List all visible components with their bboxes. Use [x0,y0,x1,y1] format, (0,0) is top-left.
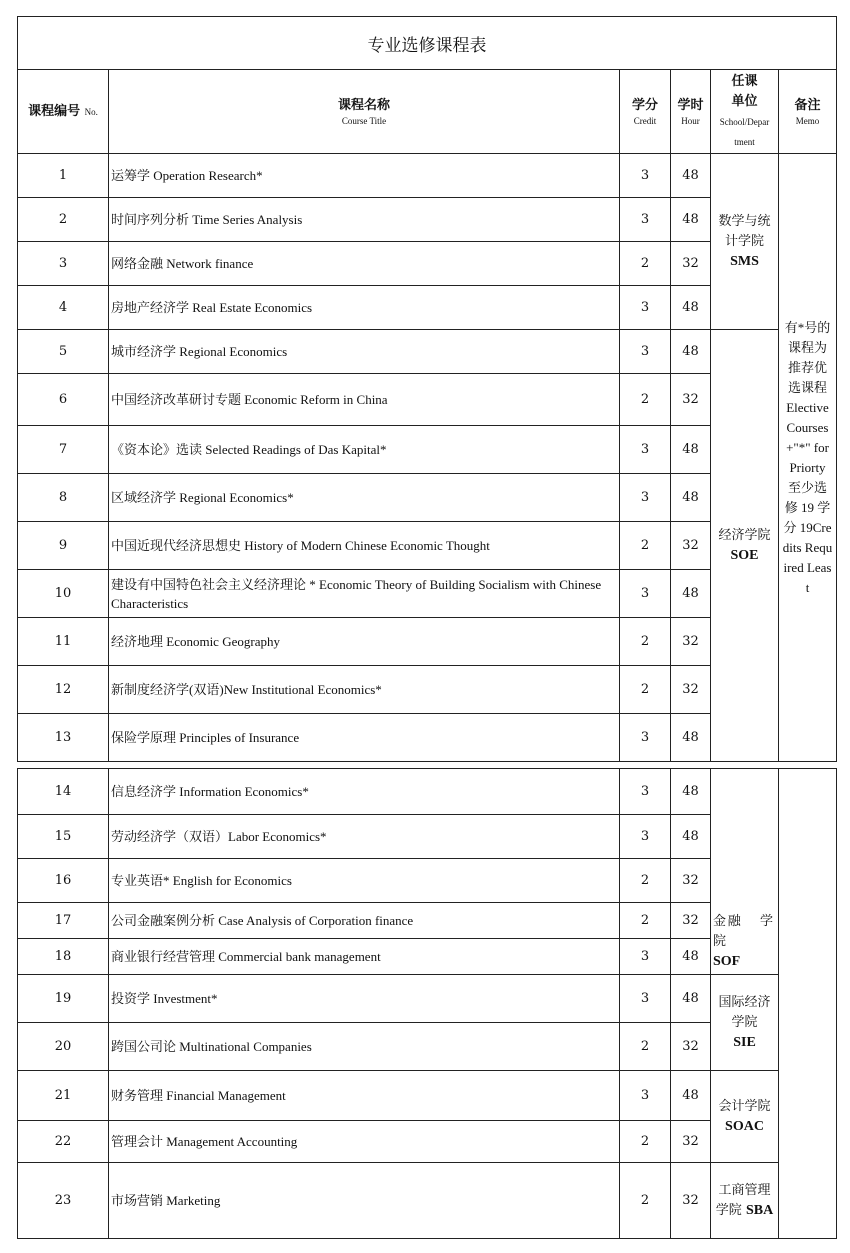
course-hour: 32 [671,1121,711,1163]
course-hour: 48 [671,815,711,859]
dept-sms: 数学与统计学院 SMS [711,154,779,330]
course-no: 7 [18,426,109,474]
course-no: 10 [18,570,109,618]
course-hour: 48 [671,154,711,198]
course-credit: 2 [620,242,671,286]
course-name: 新制度经济学(双语)New Institutional Economics* [109,666,620,714]
table-row [18,975,837,1023]
course-name: 劳动经济学（双语）Labor Economics* [109,815,620,859]
course-name: 网络金融 Network finance [109,242,620,286]
course-no: 16 [18,859,109,903]
course-name: 商业银行经营管理 Commercial bank management [109,939,620,975]
course-credit: 2 [620,859,671,903]
course-hour: 32 [671,242,711,286]
course-no: 4 [18,286,109,330]
course-hour: 48 [671,975,711,1023]
course-name: 运筹学 Operation Research* [109,154,620,198]
memo-cell: 有*号的课程为推荐优选课程 Elective Courses +"*" for Priorty 至少选修 19 学分 19Credits Required Least [779,154,837,762]
course-credit: 3 [620,714,671,762]
course-credit: 2 [620,522,671,570]
course-no: 6 [18,374,109,426]
course-name: 公司金融案例分析 Case Analysis of Corporation finance [109,903,620,939]
course-hour: 48 [671,330,711,374]
dept-sie: 国际经济学院 SIE [711,975,779,1071]
course-no: 1 [18,154,109,198]
course-credit: 2 [620,1121,671,1163]
course-hour: 48 [671,714,711,762]
course-no: 9 [18,522,109,570]
course-name: 专业英语* English for Economics [109,859,620,903]
course-hour: 32 [671,1023,711,1071]
course-no: 23 [18,1163,109,1239]
course-table-1 [17,16,837,762]
course-name: 保险学原理 Principles of Insurance [109,714,620,762]
course-credit: 3 [620,570,671,618]
course-hour: 32 [671,903,711,939]
course-credit: 3 [620,286,671,330]
course-credit: 3 [620,330,671,374]
course-name: 信息经济学 Information Economics* [109,769,620,815]
course-no: 11 [18,618,109,666]
course-hour: 48 [671,570,711,618]
course-no: 3 [18,242,109,286]
course-name: 区域经济学 Regional Economics* [109,474,620,522]
table-row [18,330,837,374]
course-no: 19 [18,975,109,1023]
course-hour: 48 [671,426,711,474]
course-no: 8 [18,474,109,522]
course-hour: 32 [671,522,711,570]
table-row [18,154,837,198]
table-row [18,769,837,815]
course-hour: 48 [671,769,711,815]
course-table-2 [17,768,837,1239]
course-name: 时间序列分析 Time Series Analysis [109,198,620,242]
course-no: 17 [18,903,109,939]
course-no: 13 [18,714,109,762]
course-credit: 3 [620,815,671,859]
course-no: 14 [18,769,109,815]
course-credit: 2 [620,903,671,939]
course-no: 18 [18,939,109,975]
course-name: 房地产经济学 Real Estate Economics [109,286,620,330]
table-row [18,1163,837,1239]
header-hour: 学时 Hour [671,70,711,154]
memo-cell-2 [779,769,837,1239]
course-name: 城市经济学 Regional Economics [109,330,620,374]
course-no: 12 [18,666,109,714]
dept-soe: 经济学院 SOE [711,330,779,762]
course-name: 中国近现代经济思想史 History of Modern Chinese Economic Thought [109,522,620,570]
course-hour: 32 [671,374,711,426]
course-name: 《资本论》选读 Selected Readings of Das Kapital* [109,426,620,474]
header-row [18,70,837,154]
header-no: 课程编号 No. [18,70,109,154]
course-credit: 3 [620,1071,671,1121]
dept-soac: 会计学院 SOAC [711,1071,779,1163]
course-credit: 3 [620,769,671,815]
course-name: 投资学 Investment* [109,975,620,1023]
course-hour: 48 [671,474,711,522]
course-credit: 3 [620,426,671,474]
course-credit: 3 [620,198,671,242]
course-name: 建设有中国特色社会主义经济理论 * Economic Theory of Building Socialism with Chinese Characteristics [109,570,620,618]
course-credit: 2 [620,618,671,666]
dept-sba: 工商管理学院 SBA [711,1163,779,1239]
course-credit: 3 [620,939,671,975]
header-name: 课程名称 Course Title [109,70,620,154]
course-hour: 48 [671,198,711,242]
course-credit: 3 [620,154,671,198]
course-credit: 3 [620,975,671,1023]
course-no: 15 [18,815,109,859]
course-name: 跨国公司论 Multinational Companies [109,1023,620,1071]
course-table-page [17,16,836,1239]
header-school: 任课单位 School/Department [711,70,779,154]
course-credit: 2 [620,666,671,714]
course-no: 2 [18,198,109,242]
course-hour: 32 [671,859,711,903]
course-no: 21 [18,1071,109,1121]
course-hour: 32 [671,666,711,714]
header-memo: 备注 Memo [779,70,837,154]
table-title: 专业选修课程表 [18,17,837,70]
course-name: 财务管理 Financial Management [109,1071,620,1121]
course-no: 22 [18,1121,109,1163]
course-credit: 3 [620,474,671,522]
table-row [18,1071,837,1121]
course-hour: 48 [671,939,711,975]
course-name: 管理会计 Management Accounting [109,1121,620,1163]
course-hour: 32 [671,618,711,666]
course-no: 20 [18,1023,109,1071]
course-credit: 2 [620,374,671,426]
course-hour: 48 [671,1071,711,1121]
course-credit: 2 [620,1163,671,1239]
course-no: 5 [18,330,109,374]
course-name: 经济地理 Economic Geography [109,618,620,666]
header-credit: 学分 Credit [620,70,671,154]
course-hour: 48 [671,286,711,330]
dept-sof: 金融 学院 SOF [711,769,779,975]
course-name: 市场营销 Marketing [109,1163,620,1239]
course-name: 中国经济改革研讨专题 Economic Reform in China [109,374,620,426]
course-hour: 32 [671,1163,711,1239]
course-credit: 2 [620,1023,671,1071]
